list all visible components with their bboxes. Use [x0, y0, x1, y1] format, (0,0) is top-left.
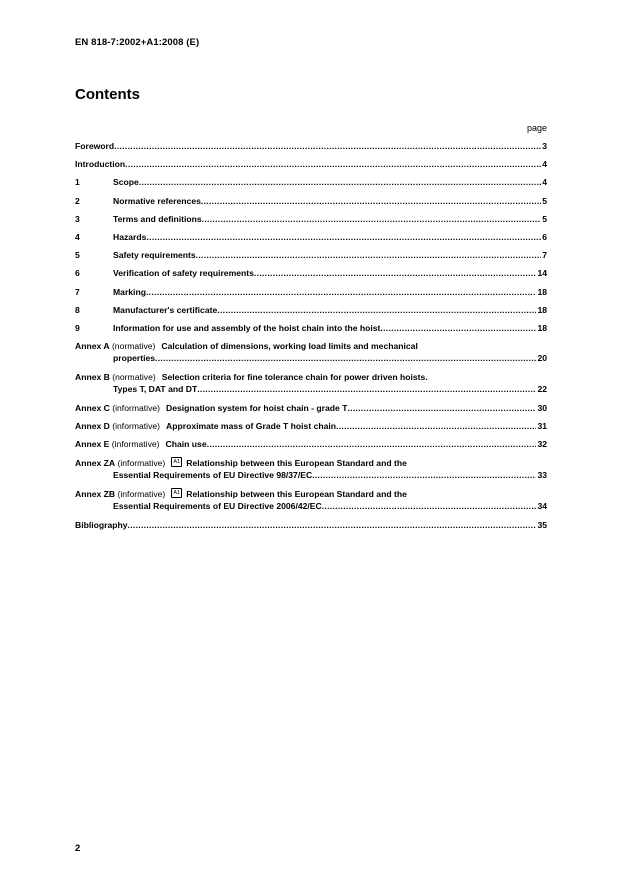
annex-title: Designation system for hoist chain - grade T — [166, 403, 348, 414]
toc-entry-page: 7 — [542, 250, 547, 261]
toc-entry-number: 8 — [75, 304, 80, 315]
page-column-label: page — [526, 123, 547, 133]
annex-type: (informative) — [111, 439, 160, 450]
toc-entry-annex-e[interactable] — [75, 438, 547, 450]
toc-entry-page: 35 — [537, 519, 547, 530]
toc-entry-scope[interactable] — [75, 176, 547, 188]
annex-type: (informative) — [117, 457, 166, 468]
toc-entry-number: 2 — [75, 195, 80, 206]
toc-entry-page: 30 — [537, 403, 547, 414]
annex-title-cont: Types T, DAT and DT — [113, 384, 198, 395]
annex-label: Annex D — [75, 421, 110, 432]
toc-entry-foreword[interactable] — [75, 140, 547, 152]
annex-type: (informative) — [112, 403, 161, 414]
toc-entry-hazards[interactable] — [75, 231, 547, 243]
toc-entry-page: 32 — [537, 439, 547, 450]
toc-entry-text: Normative references — [113, 195, 201, 206]
annex-label: Annex ZB — [75, 488, 116, 499]
toc-entry-annex-d[interactable] — [75, 420, 547, 432]
toc-entry-safety-requirements[interactable] — [75, 249, 547, 261]
annex-title-cont: Essential Requirements of EU Directive 2006/42/EC — [113, 500, 322, 511]
amendment-marker-icon: A1 — [171, 457, 182, 467]
toc-entry-page: 33 — [537, 469, 547, 480]
annex-label: Annex A — [75, 341, 110, 352]
toc-entry-text: Verification of safety requirements — [113, 268, 254, 279]
toc-entry-text: Bibliography — [75, 519, 128, 530]
toc-entry-page: 4 — [542, 159, 547, 170]
toc-entry-annex-zb[interactable] — [75, 488, 547, 512]
toc-entry-page: 5 — [542, 213, 547, 224]
annex-title-cont: Essential Requirements of EU Directive 98/37/EC — [113, 469, 313, 480]
toc-entry-information-for-use[interactable] — [75, 322, 547, 334]
toc-entry-text: Introduction — [75, 159, 126, 170]
toc-entry-number: 6 — [75, 268, 80, 279]
toc-entry-number: 7 — [75, 286, 80, 297]
toc-entry-number: 4 — [75, 231, 80, 242]
toc-entry-page: 22 — [537, 384, 547, 395]
toc-entry-text: Safety requirements — [113, 250, 196, 261]
toc-entry-introduction[interactable] — [75, 158, 547, 170]
annex-label: Annex E — [75, 439, 110, 450]
annex-title: Chain use — [165, 439, 207, 450]
page-header: EN 818-7:2002+A1:2008 (E) — [75, 37, 200, 48]
toc-entry-page: 6 — [542, 231, 547, 242]
toc-entry-marking[interactable] — [75, 286, 547, 298]
toc-entry-page: 20 — [537, 353, 547, 364]
annex-title: Relationship between this European Standard and the — [186, 488, 407, 499]
annex-title: Approximate mass of Grade T hoist chain — [166, 421, 337, 432]
toc-entry-page: 3 — [542, 141, 547, 151]
toc-entry-text: Foreword — [75, 141, 115, 151]
page-title: Contents — [75, 86, 140, 103]
footer-page-number: 2 — [75, 843, 81, 854]
toc-entry-page: 18 — [537, 322, 547, 333]
toc-entry-text: Terms and definitions — [113, 213, 202, 224]
toc-entry-page: 14 — [537, 268, 547, 279]
toc-entry-page: 4 — [542, 177, 547, 188]
toc-entry-text: Scope — [113, 177, 139, 188]
toc-entry-annex-c[interactable] — [75, 402, 547, 414]
table-of-contents — [75, 140, 547, 537]
toc-entry-certificate[interactable] — [75, 304, 547, 316]
annex-label: Annex ZA — [75, 457, 116, 468]
amendment-marker-icon: A1 — [171, 488, 182, 498]
toc-entry-number: 3 — [75, 213, 80, 224]
toc-entry-text: Marking — [113, 286, 146, 297]
annex-type: (normative) — [112, 372, 156, 383]
toc-entry-number: 1 — [75, 177, 80, 188]
toc-entry-page: 34 — [537, 500, 547, 511]
toc-entry-annex-a[interactable] — [75, 340, 547, 364]
toc-entry-page: 18 — [537, 286, 547, 297]
annex-type: (normative) — [111, 341, 156, 352]
toc-entry-normative-references[interactable] — [75, 195, 547, 207]
annex-label: Annex C — [75, 403, 110, 414]
toc-entry-annex-za[interactable] — [75, 457, 547, 481]
annex-type: (informative) — [117, 488, 166, 499]
toc-entry-bibliography[interactable] — [75, 519, 547, 531]
toc-entry-number: 9 — [75, 322, 80, 333]
toc-entry-number: 5 — [75, 250, 80, 261]
toc-entry-page: 5 — [542, 195, 547, 206]
annex-label: Annex B — [75, 372, 110, 383]
toc-entry-page: 18 — [537, 304, 547, 315]
annex-title-cont: properties — [113, 353, 156, 364]
annex-type: (informative) — [112, 421, 161, 432]
annex-title: Relationship between this European Standard and the — [186, 457, 407, 468]
toc-entry-text: Manufacturer's certificate — [113, 304, 218, 315]
toc-entry-verification[interactable] — [75, 267, 547, 279]
annex-title: Selection criteria for fine tolerance chain for power driven hoists. — [161, 372, 428, 383]
annex-title: Calculation of dimensions, working load limits and mechanical — [161, 341, 418, 352]
toc-entry-text: Information for use and assembly of the hoist chain into the hoist — [113, 322, 381, 333]
toc-entry-annex-b[interactable] — [75, 371, 547, 395]
toc-entry-page: 31 — [537, 421, 547, 432]
toc-entry-text: Hazards — [113, 231, 147, 242]
toc-entry-terms[interactable] — [75, 213, 547, 225]
